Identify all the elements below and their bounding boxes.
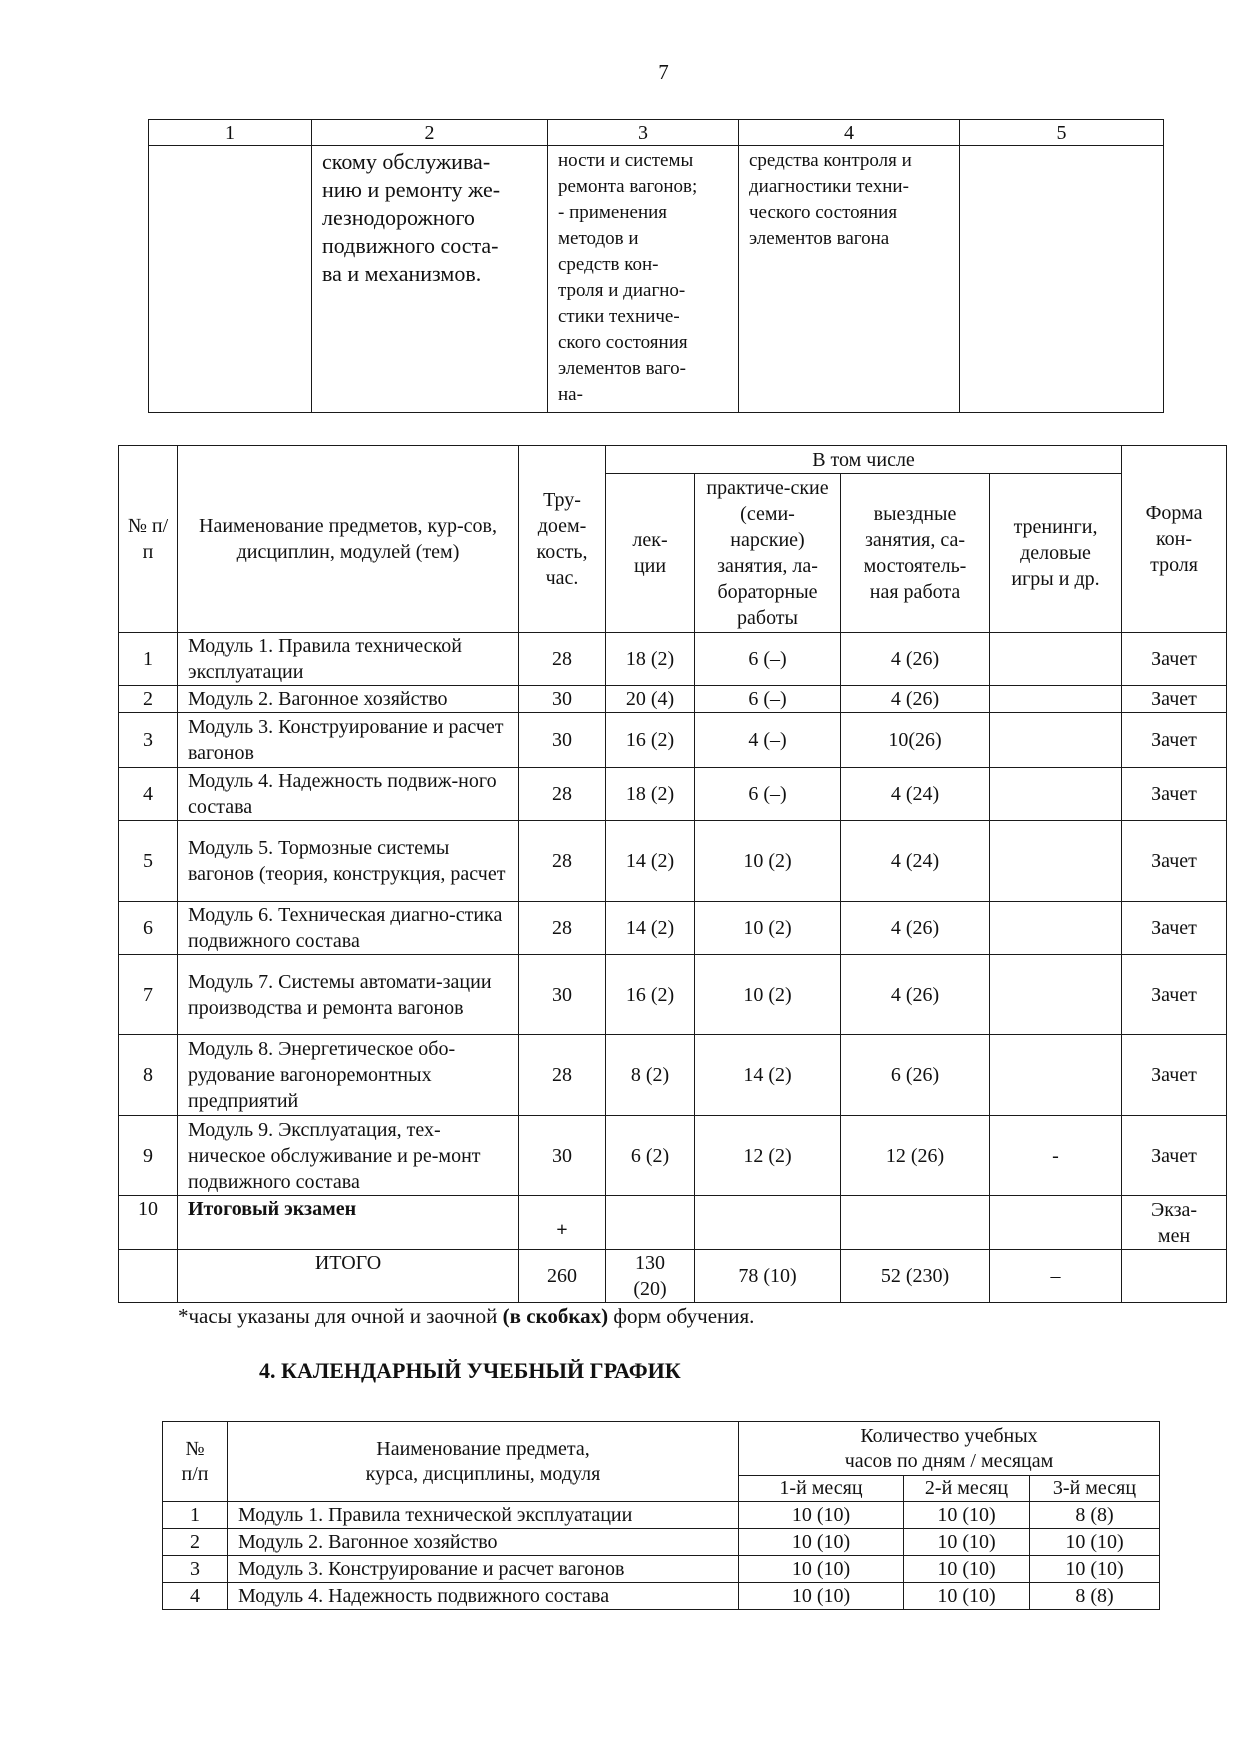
cell-control: Зачет [1122, 686, 1227, 713]
cell-trainings [990, 1035, 1122, 1116]
cell-name: Модуль 1. Правила технической эксплуатации [178, 633, 519, 686]
header-control: Форма кон-троля [1122, 446, 1227, 633]
cell-month-2: 10 (10) [904, 1502, 1030, 1529]
table-row [163, 1556, 1160, 1583]
cell-control: Зачет [1122, 633, 1227, 686]
header-month-1: 1-й месяц [739, 1476, 904, 1502]
cell-hours: 28 [519, 633, 606, 686]
header-row [119, 446, 1227, 474]
cell-col1 [149, 146, 312, 413]
header-month-3: 3-й месяц [1030, 1476, 1160, 1502]
header-name-line: курса, дисциплины, модуля [365, 1462, 601, 1485]
cell-control: Зачет [1122, 821, 1227, 902]
text-line: средства контроля и [749, 150, 912, 171]
calendar-body [163, 1502, 1160, 1610]
cell-num: 1 [119, 633, 178, 686]
cell-name: Модуль 4. Надежность подвижного состава [228, 1583, 739, 1610]
cell-month-1: 10 (10) [739, 1583, 904, 1610]
cell-control: Экза-мен [1122, 1196, 1227, 1250]
cell-num: 4 [163, 1583, 228, 1610]
cell-hours: 30 [519, 713, 606, 768]
table-row [119, 713, 1227, 768]
exam-row [119, 1196, 1227, 1250]
table-row [119, 955, 1227, 1035]
cell-num: 6 [119, 902, 178, 955]
cell-practical: 78 (10) [695, 1250, 841, 1303]
text-line: методов и [558, 228, 639, 249]
cell-num: 4 [119, 768, 178, 821]
cell-month-1: 10 (10) [739, 1529, 904, 1556]
footnote-text: форм обучения. [608, 1304, 755, 1328]
cell-hours: 28 [519, 902, 606, 955]
cell-name: Модуль 9. Эксплуатация, тех-ническое обслуживание и ре-монт подвижного состава [178, 1116, 519, 1196]
continuation-row [149, 146, 1164, 413]
cell-num: 2 [119, 686, 178, 713]
column-number-row [149, 120, 1164, 146]
cell-control: Зачет [1122, 768, 1227, 821]
column-number: 3 [548, 120, 739, 146]
header-lectures: лек-ции [606, 474, 695, 633]
cell-month-3: 8 (8) [1030, 1502, 1160, 1529]
cell-col4 [739, 146, 960, 413]
footnote-bold: (в скобках) [502, 1304, 609, 1328]
text-line: ского состояния [558, 332, 688, 353]
cell-month-2: 10 (10) [904, 1556, 1030, 1583]
cell-month-1: 10 (10) [739, 1556, 904, 1583]
cell-col5 [960, 146, 1164, 413]
header-num: № п/п [163, 1422, 228, 1502]
header-hours [739, 1422, 1160, 1476]
header-name: Наименование предметов, кур-сов, дисциплин, модулей (тем) [178, 446, 519, 633]
cell-control: Зачет [1122, 955, 1227, 1035]
cell-lectures: 14 (2) [606, 821, 695, 902]
cell-field: 52 (230) [841, 1250, 990, 1303]
cell-name: Модуль 4. Надежность подвиж-ного состава [178, 768, 519, 821]
cell-practical: 6 (–) [695, 768, 841, 821]
cell-name: Модуль 2. Вагонное хозяйство [178, 686, 519, 713]
cell-practical: 10 (2) [695, 821, 841, 902]
table-row [163, 1529, 1160, 1556]
text-line: диагностики техни- [749, 176, 909, 197]
cell-hours: 30 [519, 1116, 606, 1196]
cell-practical: 14 (2) [695, 1035, 841, 1116]
header-hours-line: часов по дням / месяцам [844, 1449, 1054, 1472]
cell-control: Зачет [1122, 713, 1227, 768]
cell-practical: 4 (–) [695, 713, 841, 768]
text-line: на- [558, 384, 583, 405]
cell-practical: 12 (2) [695, 1116, 841, 1196]
cell-hours: 28 [519, 768, 606, 821]
curriculum-table [118, 445, 1227, 1303]
cell-control: Зачет [1122, 1116, 1227, 1196]
text-line: подвижного соста- [322, 233, 499, 258]
cell-trainings [990, 902, 1122, 955]
cell-num: 3 [163, 1556, 228, 1583]
page-number: 7 [658, 60, 669, 84]
table-row [119, 768, 1227, 821]
cell-lectures: 6 (2) [606, 1116, 695, 1196]
header-month-2: 2-й месяц [904, 1476, 1030, 1502]
cell-trainings [990, 955, 1122, 1035]
cell-col2 [312, 146, 548, 413]
cell-lectures: 14 (2) [606, 902, 695, 955]
text-line: лезнодорожного [322, 205, 475, 230]
text-line: троля и диагно- [558, 280, 686, 301]
table-row [119, 1035, 1227, 1116]
cell-num: 10 [119, 1196, 178, 1250]
cell-field: 4 (24) [841, 768, 990, 821]
cell-num: 5 [119, 821, 178, 902]
cell-month-3: 10 (10) [1030, 1556, 1160, 1583]
cell-lectures: 130 (20) [606, 1250, 695, 1303]
cell-col3 [548, 146, 739, 413]
cell-field: 4 (26) [841, 902, 990, 955]
cell-hours: 30 [519, 686, 606, 713]
header-practical: практиче-ские (семи-нарские) занятия, ла-бораторные работы [695, 474, 841, 633]
cell-name: Модуль 7. Системы автомати-зации производства и ремонта вагонов [178, 955, 519, 1035]
table-row [163, 1583, 1160, 1610]
cell-field: 4 (26) [841, 633, 990, 686]
cell-control: Зачет [1122, 1035, 1227, 1116]
cell-control [1122, 1250, 1227, 1303]
cell-trainings [990, 686, 1122, 713]
cell-control: Зачет [1122, 902, 1227, 955]
text-line: ческого состояния [749, 202, 898, 223]
cell-lectures: 8 (2) [606, 1035, 695, 1116]
cell-name: Модуль 6. Техническая диагно-стика подвижного состава [178, 902, 519, 955]
cell-field: 4 (26) [841, 686, 990, 713]
text-line: ва и механизмов. [322, 261, 482, 286]
cell-lectures [606, 1196, 695, 1250]
cell-practical: 10 (2) [695, 955, 841, 1035]
cell-trainings: – [990, 1250, 1122, 1303]
text-line: скому обслужива- [322, 149, 491, 174]
text-line: ности и системы [558, 150, 694, 171]
header-field: выездные занятия, са-мостоятель-ная работа [841, 474, 990, 633]
cell-lectures: 18 (2) [606, 633, 695, 686]
cell-trainings [990, 633, 1122, 686]
text-line: элементов ваго- [558, 358, 686, 379]
cell-field: 4 (24) [841, 821, 990, 902]
text-line: стики техниче- [558, 306, 680, 327]
header-trainings: тренинги, деловые игры и др. [990, 474, 1122, 633]
cell-hours: 28 [519, 1035, 606, 1116]
cell-trainings: - [990, 1116, 1122, 1196]
cell-name: Модуль 2. Вагонное хозяйство [228, 1529, 739, 1556]
cell-field [841, 1196, 990, 1250]
cell-field: 10(26) [841, 713, 990, 768]
table-row [119, 902, 1227, 955]
calendar-table [162, 1421, 1160, 1610]
cell-lectures: 16 (2) [606, 713, 695, 768]
column-number: 5 [960, 120, 1164, 146]
cell-field: 4 (26) [841, 955, 990, 1035]
cell-name: Модуль 5. Тормозные системы вагонов (теория, конструкция, расчет [178, 821, 519, 902]
cell-lectures: 18 (2) [606, 768, 695, 821]
table-row [163, 1502, 1160, 1529]
text-line: нию и ремонту же- [322, 177, 501, 202]
cell-month-3: 10 (10) [1030, 1529, 1160, 1556]
cell-practical: 6 (–) [695, 633, 841, 686]
cell-total-label: ИТОГО [178, 1250, 519, 1303]
header-hours-line: Количество учебных [860, 1424, 1038, 1447]
cell-practical: 10 (2) [695, 902, 841, 955]
cell-hours: + [519, 1196, 606, 1250]
cell-trainings [990, 1196, 1122, 1250]
cell-lectures: 20 (4) [606, 686, 695, 713]
header-name [228, 1422, 739, 1502]
table-row [119, 1116, 1227, 1196]
cell-num: 9 [119, 1116, 178, 1196]
cell-field: 6 (26) [841, 1035, 990, 1116]
text-line: средств кон- [558, 254, 659, 275]
cell-num [119, 1250, 178, 1303]
footnote-text: *часы указаны для очной и заочной [178, 1304, 503, 1328]
cell-trainings [990, 713, 1122, 768]
cell-name: Модуль 8. Энергетическое обо-рудование вагоноремонтных предприятий [178, 1035, 519, 1116]
cell-trainings [990, 821, 1122, 902]
cell-name: Итоговый экзамен [178, 1196, 519, 1250]
cell-practical [695, 1196, 841, 1250]
cell-month-1: 10 (10) [739, 1502, 904, 1529]
cell-practical: 6 (–) [695, 686, 841, 713]
cell-trainings [990, 768, 1122, 821]
header-num: № п/п [119, 446, 178, 633]
cell-month-2: 10 (10) [904, 1529, 1030, 1556]
text-line: - применения [558, 202, 668, 223]
cell-num: 7 [119, 955, 178, 1035]
total-row [119, 1250, 1227, 1303]
cell-num: 1 [163, 1502, 228, 1529]
cell-field: 12 (26) [841, 1116, 990, 1196]
header-row [163, 1422, 1160, 1476]
cell-name: Модуль 3. Конструирование и расчет вагонов [178, 713, 519, 768]
cell-num: 3 [119, 713, 178, 768]
section-title: 4. КАЛЕНДАРНЫЙ УЧЕБНЫЙ ГРАФИК [259, 1358, 681, 1383]
cell-name: Модуль 3. Конструирование и расчет вагонов [228, 1556, 739, 1583]
table-row [119, 686, 1227, 713]
table-row [119, 821, 1227, 902]
curriculum-body [119, 633, 1227, 1196]
header-including: В том числе [606, 446, 1122, 474]
column-number: 2 [312, 120, 548, 146]
column-number: 1 [149, 120, 312, 146]
text-line: элементов вагона [749, 228, 890, 249]
cell-hours: 260 [519, 1250, 606, 1303]
cell-hours: 28 [519, 821, 606, 902]
cell-lectures: 16 (2) [606, 955, 695, 1035]
cell-num: 2 [163, 1529, 228, 1556]
table-row [119, 633, 1227, 686]
cell-month-3: 8 (8) [1030, 1583, 1160, 1610]
cell-hours: 30 [519, 955, 606, 1035]
text-line: ремонта вагонов; [558, 176, 698, 197]
header-name-line: Наименование предмета, [376, 1437, 590, 1460]
continuation-table [148, 119, 1164, 413]
cell-num: 8 [119, 1035, 178, 1116]
header-hours: Тру-доем-кость, час. [519, 446, 606, 633]
cell-name: Модуль 1. Правила технической эксплуатации [228, 1502, 739, 1529]
footnote [178, 1304, 754, 1329]
column-number: 4 [739, 120, 960, 146]
cell-month-2: 10 (10) [904, 1583, 1030, 1610]
